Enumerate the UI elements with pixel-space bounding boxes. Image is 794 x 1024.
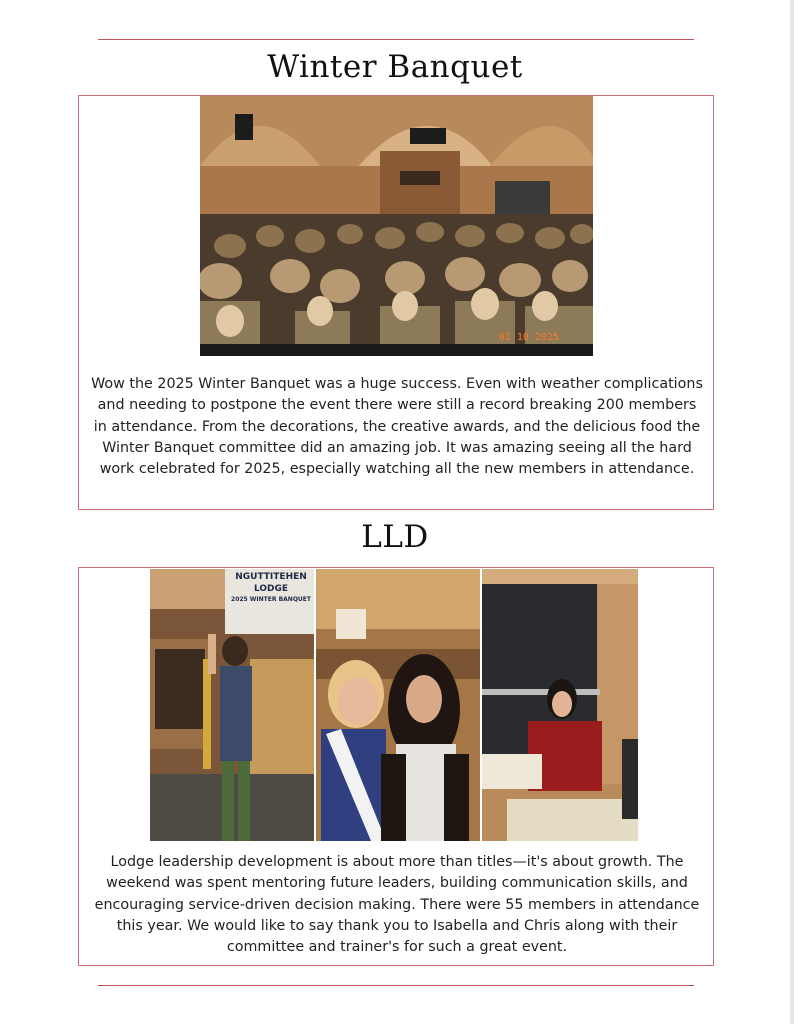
banquet-hall-photo [200,96,593,356]
two-members-photo [316,569,480,841]
seated-member-illustration [482,569,638,841]
banner-line: NGUTTITEHEN [235,572,307,582]
lld-text: Lodge leadership development is about more than titles—it's about growth. The weekend was spent mentoring future leaders, building communication skills, and encouraging service-driven decision making. There were 55 members in attendance this year. We would like to say thank you to Isabella and Chris along with their committee and trainer's for such a great event. [94,854,700,956]
banner-line: LODGE [253,584,289,594]
lodge-banner [228,571,314,604]
banquet-hall-illustration [200,96,593,356]
seated-member-photo [482,569,638,841]
two-members-illustration [316,569,480,841]
winter-banquet-text: Wow the 2025 Winter Banquet was a huge success. Even with weather complications and needing to postpone the event there were still a record breaking 200 members in attendance. From the decorations, the creative awards, and the delicious food the Winter Banquet committee did an amazing job. It was amazing seeing all the hard work celebrated for 2025, especially watching all the new members in attendance. [91,376,703,478]
banner-line: 2025 WINTER BANQUET [231,596,311,603]
lld-title: LLD [361,519,429,555]
top-divider [98,39,694,40]
bottom-divider [98,985,694,986]
speaker-photo [150,569,314,841]
photo-timestamp: 01 10 2025 [498,332,559,343]
page-edge [790,0,794,1024]
speaker-illustration [150,569,314,841]
winter-banquet-title: Winter Banquet [267,49,523,85]
